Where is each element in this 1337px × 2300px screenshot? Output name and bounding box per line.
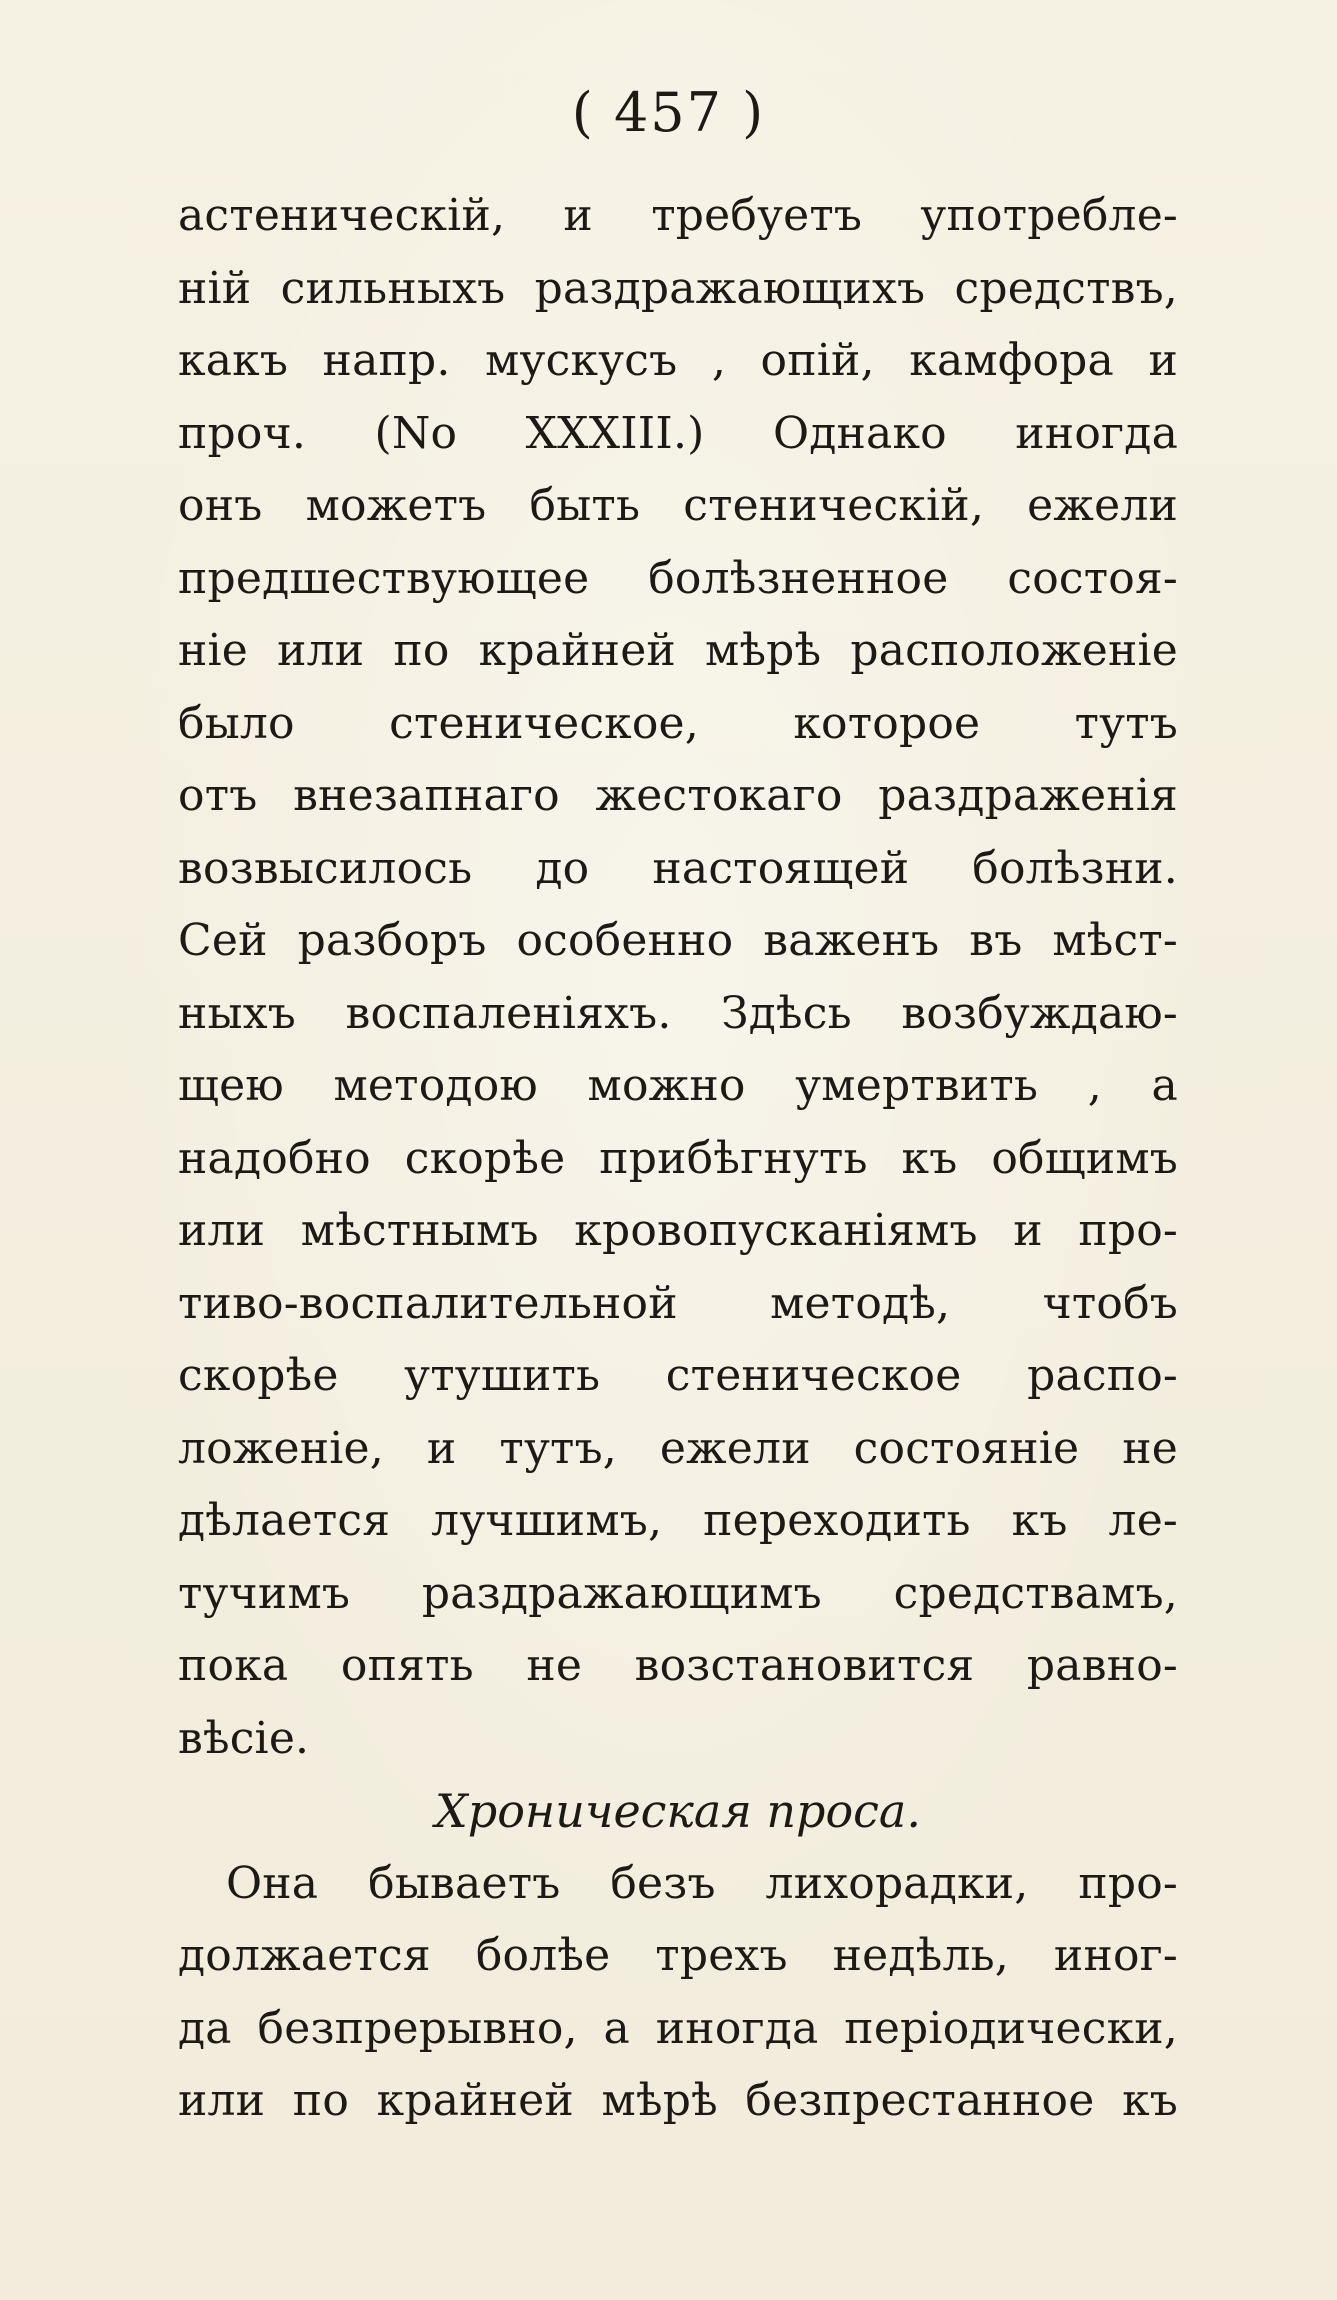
text-line: или мѣстнымъ кровопусканіямъ и про-	[178, 1205, 1178, 1256]
text-line: Сей разборъ особенно важенъ въ мѣст-	[178, 915, 1178, 966]
text-line: предшествующее болѣзненное состоя-	[178, 552, 1178, 604]
text-line: да безпрерывно, а иногда періодически,	[178, 2002, 1178, 2054]
text-line: астеническій, и требуетъ употребле-	[178, 190, 1178, 241]
text-line: должается болѣе трехъ недѣль, иног-	[178, 1930, 1178, 1981]
text-line: ложеніе, и тутъ, ежели состояніе не	[178, 1422, 1178, 1474]
text-line: дѣлается лучшимъ, переходить къ ле-	[178, 1495, 1178, 1546]
text-line: щею методою можно умертвить , а	[178, 1060, 1178, 1111]
text-line: было стеническое, которое тутъ	[178, 697, 1178, 749]
text-line: ныхъ воспаленіяхъ. Здѣсь возбуждаю-	[178, 987, 1178, 1039]
text-line: возвысилось до настоящей болѣзни.	[178, 842, 1178, 894]
text-line: скорѣе утушить стеническое распо-	[178, 1350, 1178, 1401]
text-line: или по крайней мѣрѣ безпрестанное къ	[178, 2075, 1178, 2126]
paragraph-2	[178, 1848, 1178, 2138]
text-line: онъ можетъ быть стеническій, ежели	[178, 480, 1178, 531]
text-line: отъ внезапнаго жестокаго раздраженія	[178, 770, 1178, 821]
text-line: тиво-воспалительной методѣ, чтобъ	[178, 1277, 1178, 1329]
text-line: какъ напр. мускусъ , опій, камфора и	[178, 335, 1178, 386]
text-line: тучимъ раздражающимъ средствамъ,	[178, 1567, 1178, 1619]
text-line: ніе или по крайней мѣрѣ расположеніе	[178, 625, 1178, 676]
text-line: Она бываетъ безъ лихорадки, про-	[226, 1857, 1178, 1909]
text-line: ній сильныхъ раздражающихъ средствъ,	[178, 262, 1178, 314]
text-line: пока опять не возстановится равно-	[178, 1640, 1178, 1691]
paragraph-1	[178, 180, 1178, 1775]
text-line: вѣсіе.	[178, 1712, 310, 1764]
page-number: ( 457 )	[571, 81, 766, 144]
main-text	[178, 180, 1178, 2138]
text-line: надобно скорѣе прибѣгнуть къ общимъ	[178, 1132, 1178, 1184]
text-line: проч. (No XXXIII.) Однако иногда	[178, 407, 1178, 459]
section-heading: Хроническая проса.	[435, 1784, 921, 1838]
